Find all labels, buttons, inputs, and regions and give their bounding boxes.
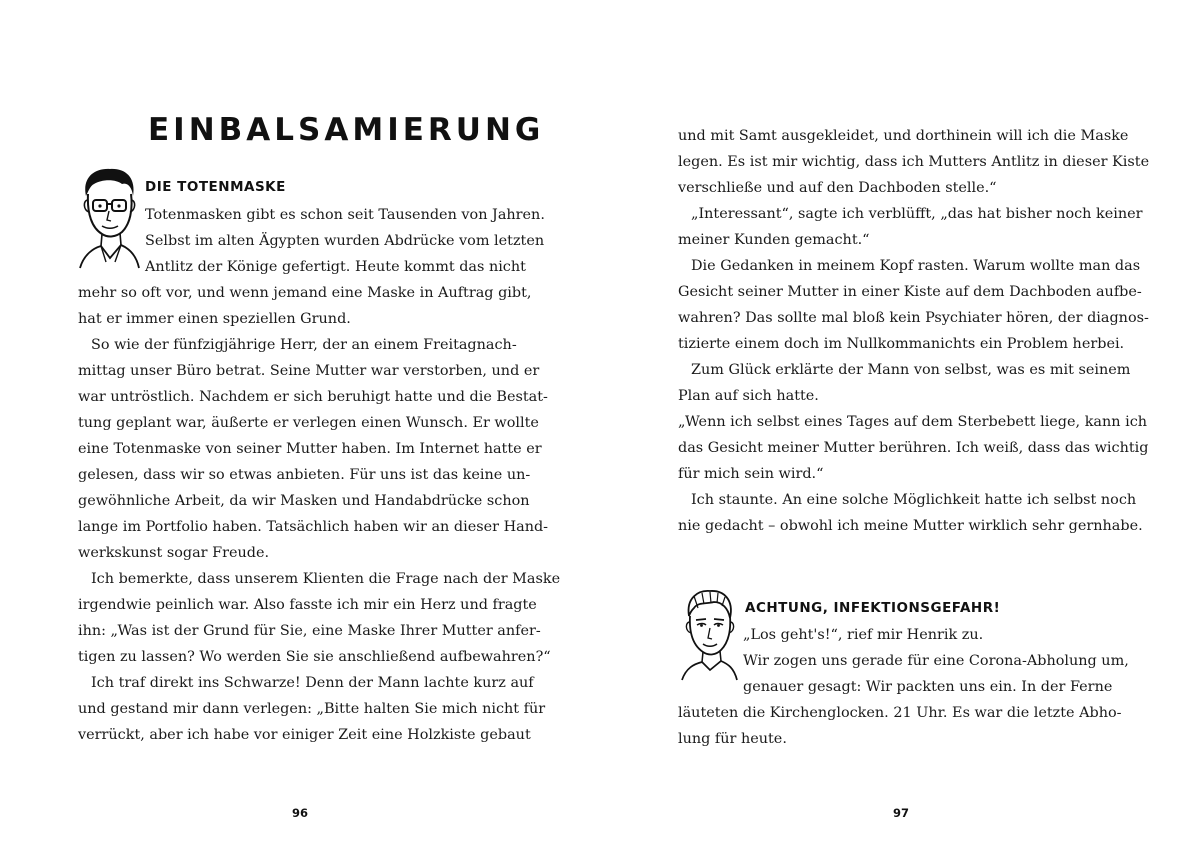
text-line: meiner Kunden gemacht.“ (678, 232, 870, 248)
text-line: legen. Es ist mir wichtig, dass ich Mutters Antlitz in dieser Kiste (678, 154, 1150, 170)
text-line: mittag unser Büro betrat. Seine Mutter war verstorben, und er (78, 363, 540, 379)
young-man-portrait-icon (680, 588, 738, 682)
text-line: Ich bemerkte, dass unserem Klienten die Frage nach der Maske (91, 571, 561, 587)
text-line: Zum Glück erklärte der Mann von selbst, was es mit seinem (691, 362, 1131, 378)
chapter-title: EINBALSAMIERUNG (148, 112, 545, 148)
text-line: „Interessant“, sagte ich verblüfft, „das hat bisher noch keiner (691, 206, 1143, 222)
text-line: wahren? Das sollte mal bloß kein Psychiater hören, der diagnos- (678, 310, 1149, 326)
text-line: verrückt, aber ich habe vor einiger Zeit eine Holzkiste gebaut (78, 727, 531, 743)
text-line: das Gesicht meiner Mutter berühren. Ich weiß, dass das wichtig (678, 440, 1149, 456)
man-with-glasses-portrait-icon (78, 166, 140, 270)
text-line: Ich staunte. An eine solche Möglichkeit hatte ich selbst noch (691, 492, 1137, 508)
text-line: „Los geht's!“, rief mir Henrik zu. (743, 627, 984, 643)
text-line: tigen zu lassen? Wo werden Sie sie anschließend aufbewahren?“ (78, 649, 551, 665)
text-line: war untröstlich. Nachdem er sich beruhigt hatte und die Bestat- (78, 389, 548, 405)
section-title-infektionsgefahr: ACHTUNG, INFEKTIONSGEFAHR! (745, 600, 1001, 616)
text-line: lung für heute. (678, 731, 787, 747)
text-line: genauer gesagt: Wir packten uns ein. In der Ferne (743, 679, 1113, 695)
text-line: lange im Portfolio haben. Tatsächlich haben wir an dieser Hand- (78, 519, 549, 535)
text-line: ihn: „Was ist der Grund für Sie, eine Maske Ihrer Mutter anfer- (78, 623, 541, 639)
text-line: Wir zogen uns gerade für eine Corona-Abholung um, (743, 653, 1129, 669)
text-line: „Wenn ich selbst eines Tages auf dem Sterbebett liege, kann ich (678, 414, 1148, 430)
text-line: irgendwie peinlich war. Also fasste ich mir ein Herz und fragte (78, 597, 537, 613)
text-line: eine Totenmaske von seiner Mutter haben. Im Internet hatte er (78, 441, 542, 457)
text-line: Gesicht seiner Mutter in einer Kiste auf dem Dachboden aufbe- (678, 284, 1142, 300)
right-page (600, 0, 1200, 854)
page-number-right: 97 (893, 806, 910, 820)
text-line: und gestand mir dann verlegen: „Bitte halten Sie mich nicht für (78, 701, 546, 717)
text-line: verschließe und auf den Dachboden stelle.“ (678, 180, 997, 196)
text-line: für mich sein wird.“ (678, 466, 824, 482)
text-line: tizierte einem doch im Nullkommanichts ein Problem herbei. (678, 336, 1125, 352)
text-line: gelesen, dass wir so etwas anbieten. Für uns ist das keine un- (78, 467, 531, 483)
text-line: hat er immer einen speziellen Grund. (78, 311, 351, 327)
text-line: werkskunst sogar Freude. (78, 545, 270, 561)
text-line: Selbst im alten Ägypten wurden Abdrücke vom letzten (145, 233, 545, 249)
text-line: und mit Samt ausgekleidet, und dorthinein will ich die Maske (678, 128, 1129, 144)
text-line: Ich traf direkt ins Schwarze! Denn der Mann lachte kurz auf (91, 675, 534, 691)
text-line: Die Gedanken in meinem Kopf rasten. Warum wollte man das (691, 258, 1141, 274)
text-line: So wie der fünfzigjährige Herr, der an einem Freitagnach- (91, 337, 517, 353)
text-line: Totenmasken gibt es schon seit Tausenden von Jahren. (145, 207, 545, 223)
text-line: tung geplant war, äußerte er verlegen einen Wunsch. Er wollte (78, 415, 539, 431)
text-line: gewöhnliche Arbeit, da wir Masken und Handabdrücke schon (78, 493, 530, 509)
text-line: läuteten die Kirchenglocken. 21 Uhr. Es war die letzte Abho- (678, 705, 1122, 721)
text-line: Plan auf sich hatte. (678, 388, 819, 404)
section-title-totenmaske: DIE TOTENMASKE (145, 179, 286, 195)
text-line: nie gedacht – obwohl ich meine Mutter wirklich sehr gernhabe. (678, 518, 1143, 534)
text-line: Antlitz der Könige gefertigt. Heute kommt das nicht (145, 259, 526, 275)
text-line: mehr so oft vor, und wenn jemand eine Maske in Auftrag gibt, (78, 285, 532, 301)
page-number-left: 96 (292, 806, 309, 820)
